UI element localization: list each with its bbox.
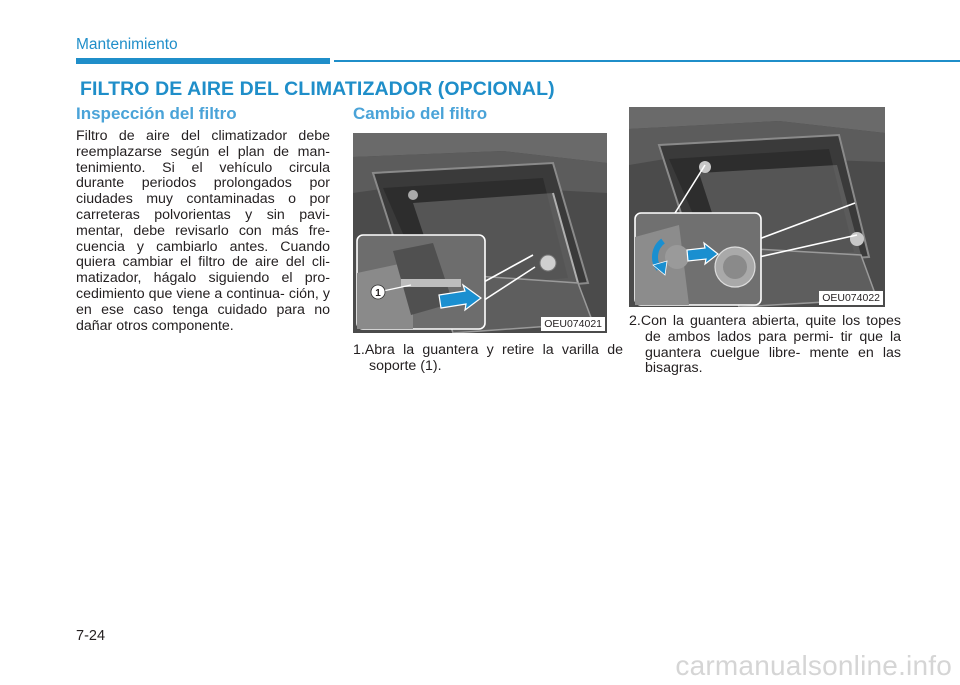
inspection-line: Filtro de aire del climatizador debe — [76, 128, 330, 144]
inspection-line: tenimiento. Si el vehículo circula — [76, 159, 330, 176]
inspection-line: mentar, debe revisarlo con más fre- — [76, 222, 330, 239]
step-2: 2.Con la guantera abierta, quite los topes de ambos lados para permi- tir que la guantera cuelgue libre- mente en las bisagras. — [629, 313, 901, 377]
step-1: 1.Abra la guantera y retire la varilla de soporte (1). — [353, 342, 623, 374]
inspection-line: para no dañar otros componente. — [76, 301, 331, 334]
page-title: FILTRO DE AIRE DEL CLIMATIZADOR (OPCIONAL) — [80, 78, 555, 100]
watermark-text: carmanualsonline.info — [675, 650, 952, 681]
inspection-line: matizador, hágalo siguiendo el pro- — [76, 270, 330, 287]
inspection-line: ciudades muy contaminadas o por — [76, 191, 330, 208]
inspection-line: quiera cambiar el filtro de aire del cli- — [76, 254, 330, 271]
header-rule-thick — [76, 58, 330, 64]
inspection-line: cedimiento que viene a continua- — [76, 285, 285, 302]
page-number: 7-24 — [76, 628, 106, 644]
inspection-paragraph — [76, 129, 330, 334]
glovebox-illustration — [353, 133, 607, 333]
inspection-heading: Inspección del filtro — [76, 104, 237, 123]
inspection-line: ción, y en ese caso tenga cuidado — [76, 285, 330, 318]
glovebox-stopper-illustration — [629, 107, 885, 307]
change-heading: Cambio del filtro — [353, 104, 488, 123]
inspection-line: carreteras polvorientas y sin pavi- — [76, 206, 330, 223]
figure-glovebox-support-rod — [353, 133, 607, 333]
figure-code: OEU074022 — [819, 291, 883, 305]
inspection-line: reemplazarse según el plan de man- — [76, 143, 330, 160]
figure-code: OEU074021 — [541, 317, 605, 331]
section-label: Mantenimiento — [76, 36, 178, 53]
inspection-line: durante periodos prolongados por — [76, 175, 330, 192]
header-rule-thin — [334, 60, 960, 62]
figure-glovebox-stoppers — [629, 107, 885, 307]
callout-number: 1 — [375, 288, 381, 299]
inspection-line: cuencia y cambiarlo antes. Cuando — [76, 238, 330, 255]
